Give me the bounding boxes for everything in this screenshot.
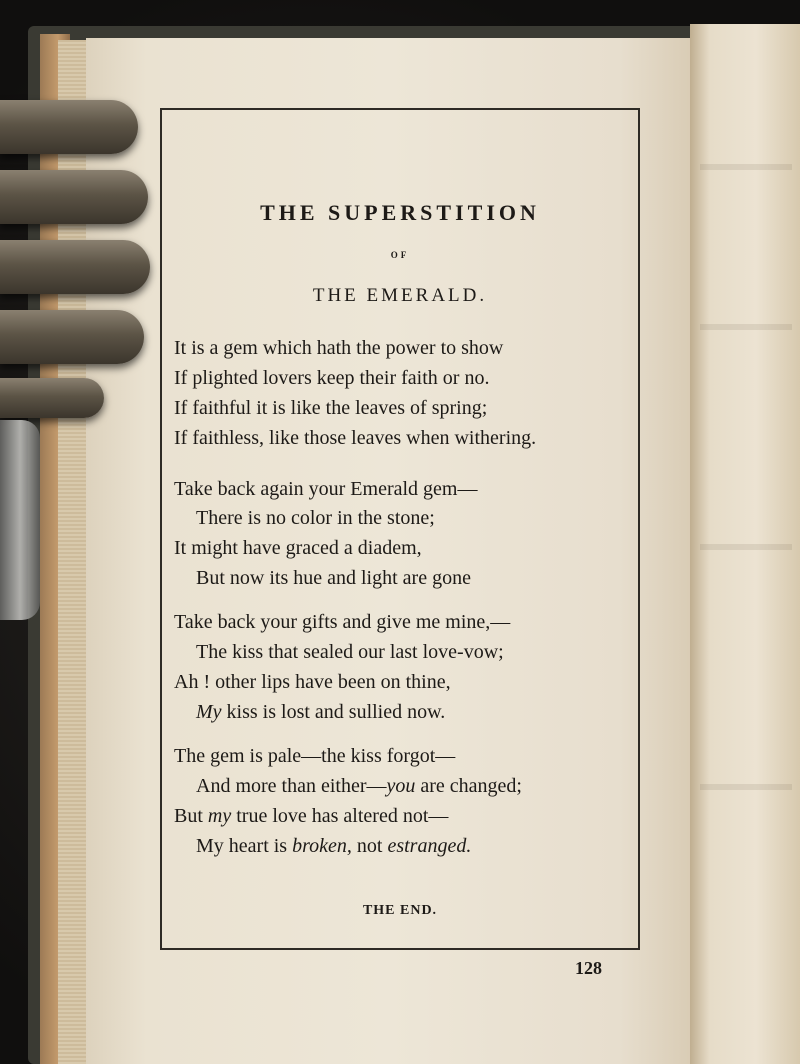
poem-line: There is no color in the stone; [196, 507, 435, 529]
italic-word: My [196, 701, 222, 723]
poem-line: But my true love has altered not— [174, 805, 449, 827]
poem-line: It might have graced a diadem, [174, 537, 422, 559]
italic-word: broken, [292, 835, 352, 857]
poem-line: If plighted lovers keep their faith or no. [174, 367, 490, 389]
poem-title-connector: OF [390, 250, 410, 260]
end-marker: THE END. [362, 903, 438, 918]
poem-line: Take back again your Emerald gem— [174, 478, 478, 500]
page-number: 128 [575, 958, 602, 978]
poem-line: It is a gem which hath the power to show [174, 337, 504, 359]
italic-word: my [207, 805, 232, 827]
poem-line: Ah ! other lips have been on thine, [174, 671, 451, 693]
poem-line: The kiss that sealed our last love-vow; [196, 641, 504, 663]
poem-line: The gem is pale—the kiss forgot— [174, 745, 456, 767]
poem-subtitle: THE EMERALD. [312, 285, 488, 306]
italic-word: you [386, 775, 416, 797]
poem-line: My kiss is lost and sullied now. [196, 701, 446, 723]
poem-line: Take back your gifts and give me mine,— [174, 611, 511, 633]
poem-line: But now its hue and light are gone [196, 567, 471, 589]
poem-line: If faithless, like those leaves when withering. [174, 427, 537, 449]
italic-word: estranged. [387, 835, 472, 857]
poem-line: My heart is broken, not estranged. [196, 835, 472, 857]
poem-line: If faithful it is like the leaves of spring; [174, 397, 488, 419]
poem-title: THE SUPERSTITION [260, 200, 540, 225]
poem-line: And more than either—you are changed; [196, 775, 522, 797]
